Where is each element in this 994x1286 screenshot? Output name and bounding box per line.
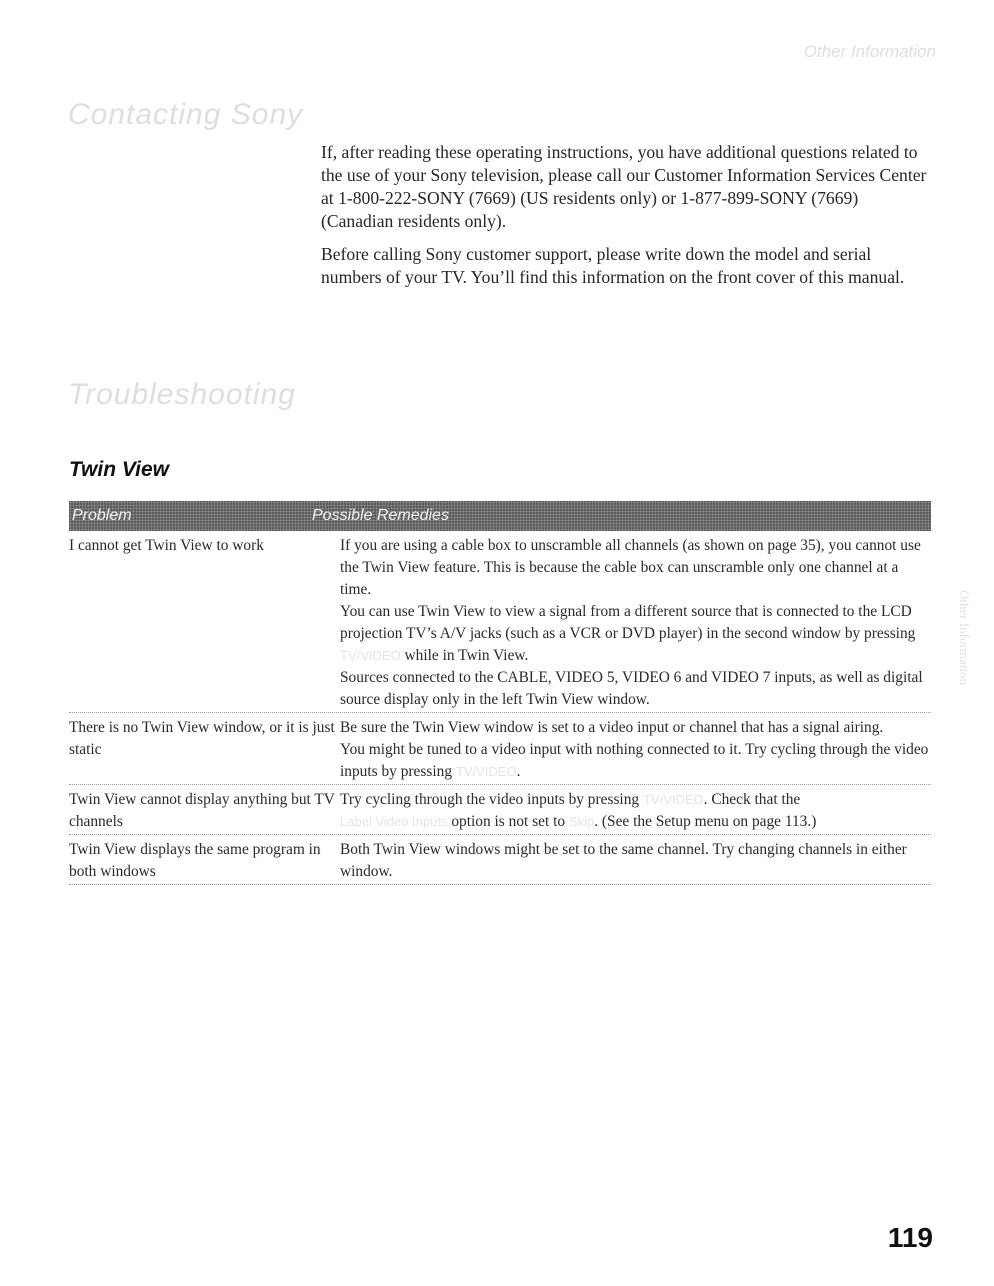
table-row [69, 785, 931, 835]
remedy-text [340, 601, 931, 667]
label-video-inputs-setting: Label Video Inputs [340, 814, 448, 829]
remedy-text-part: You can use Twin View to view a signal from a different source that is connected to the LCD projection TV’s A/V jacks (such as a VCR or DVD player) in the second window by pressing [340, 603, 916, 642]
remedy-text-part: . Check that the [703, 791, 801, 808]
remedy-text [340, 811, 931, 833]
side-tab: Other Information [957, 590, 972, 685]
remedy-text-part: . [516, 763, 521, 780]
remedy-cell [340, 534, 931, 711]
tv-video-button-label: TV/VIDEO [340, 648, 401, 663]
remedy-text-part: option is not set to [451, 813, 566, 830]
page-number: 119 [887, 1222, 933, 1253]
contact-intro [321, 141, 933, 299]
problem-cell: Twin View displays the same program in both windows [69, 841, 321, 880]
skip-value: Skip [568, 814, 595, 829]
remedy-text-part: You might be tuned to a video input with nothing connected to it. Try cycling through the video inputs by pressing [340, 741, 929, 780]
tv-video-button-label: TV/VIDEO [455, 764, 517, 779]
remedy-text-part: while in Twin View. [404, 647, 529, 664]
troubleshooting-heading: Troubleshooting [68, 378, 296, 411]
header-problem: Problem [72, 507, 132, 524]
remedy-text: Sources connected to the CABLE, VIDEO 5, VIDEO 6 and VIDEO 7 inputs, as well as digital source display only in the left Twin View window. [340, 669, 923, 708]
twin-view-troubleshooting-table [69, 501, 931, 885]
remedy-text: Be sure the Twin View window is set to a video input or channel that has a signal airing. [340, 719, 884, 736]
remedy-text: If you are using a cable box to unscramble all channels (as shown on page 35), you cannot use the Twin View feature. This is because the cable box can unscramble only one channel at a time. [340, 537, 921, 598]
contact-paragraph-2: Before calling Sony customer support, please write down the model and serial numbers of your TV. You’ll find this information on the front cover of this manual. [321, 244, 905, 287]
table-header [69, 501, 931, 531]
header-remedies: Possible Remedies [312, 507, 449, 524]
remedy-text: Both Twin View windows might be set to the same channel. Try changing channels in either window. [340, 841, 907, 880]
contact-paragraph-1: If, after reading these operating instructions, you have additional questions related to the use of your Sony television, please call our Customer Information Services Center at 1-800-222-SONY (7669) (US residents only) or 1-877-899-SONY (7669) (Canadian residents only). [321, 142, 927, 231]
remedy-text-part: . (See the Setup menu on page 113.) [594, 813, 817, 830]
table-row [69, 531, 931, 713]
table-row [69, 835, 931, 885]
remedy-cell [340, 788, 931, 833]
problem-cell: I cannot get Twin View to work [69, 537, 264, 554]
remedy-text [340, 739, 931, 783]
running-header: Other Information [803, 42, 936, 61]
remedy-cell [340, 716, 931, 783]
remedy-text [340, 789, 931, 811]
remedy-cell [340, 838, 931, 883]
contacting-sony-heading: Contacting Sony [68, 98, 304, 131]
twin-view-title: Twin View [69, 458, 169, 481]
problem-cell: Twin View cannot display anything but TV channels [69, 791, 335, 830]
problem-cell: There is no Twin View window, or it is just static [69, 719, 335, 758]
remedy-text-part: Try cycling through the video inputs by pressing [340, 791, 640, 808]
tv-video-button-label: TV/VIDEO [642, 792, 704, 807]
table-row [69, 713, 931, 785]
